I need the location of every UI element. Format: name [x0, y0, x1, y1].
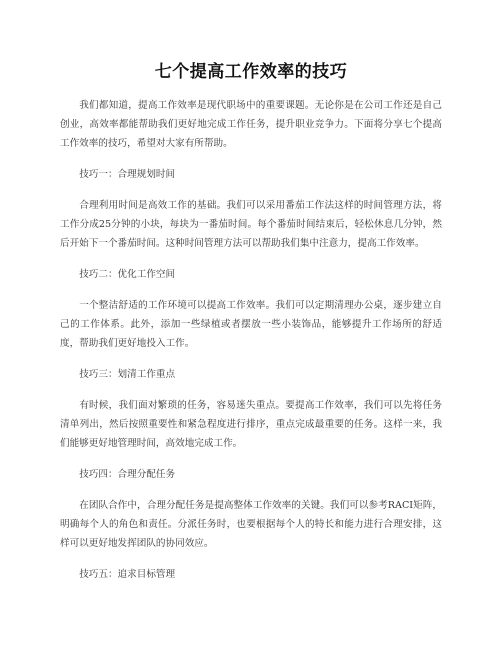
section-body-4: 在团队合作中，合理分配任务是提高整体工作效率的关键。我们可以参考RACI矩阵，明确每个人的角色和责任。分派任务时，也要根据每个人的特长和能力进行合理安排，这样可以更好地发挥团队的协同效应。	[60, 500, 442, 549]
document-title: 七个提高工作效率的技巧	[154, 62, 348, 82]
section-heading-2: 技巧二：优化工作空间	[79, 269, 176, 280]
section-body-1: 合理利用时间是高效工作的基础。我们可以采用番茄工作法这样的时间管理方法，将工作分成25分钟的小块，每块为一番茄时间。每个番茄时间结束后，轻松休息几分钟，然后开始下一个番茄时间。这种时间管理方法可以帮助我们集中注意力，提高工作效率。	[60, 200, 442, 249]
section-body-2: 一个整洁舒适的工作环境可以提高工作效率。我们可以定期清理办公桌，逐步建立自己的工作体系。此外，添加一些绿植或者摆放一些小装饰品，能够提升工作场所的舒适度，帮助我们更好地投入工作。	[60, 300, 442, 349]
section-body-3: 有时候，我们面对繁琐的任务，容易迷失重点。要提高工作效率，我们可以先将任务清单列出，然后按照重要性和紧急程度进行排序，重点完成最重要的任务。这样一来，我们能够更好地管理时间，高效地完成工作。	[60, 400, 442, 449]
document-body	[60, 96, 442, 596]
intro-paragraph: 我们都知道，提高工作效率是现代职场中的重要课题。无论你是在公司工作还是自己创业，高效率都能帮助我们更好地完成工作任务，提升职业竞争力。下面将分享七个提高工作效率的技巧，希望对大家有所帮助。	[60, 100, 442, 149]
section-heading-3: 技巧三：划清工作重点	[79, 369, 176, 380]
section-heading-5: 技巧五：追求目标管理	[79, 569, 176, 580]
section-heading-4: 技巧四：合理分配任务	[79, 469, 176, 480]
section-heading-1: 技巧一：合理规划时间	[79, 169, 176, 180]
